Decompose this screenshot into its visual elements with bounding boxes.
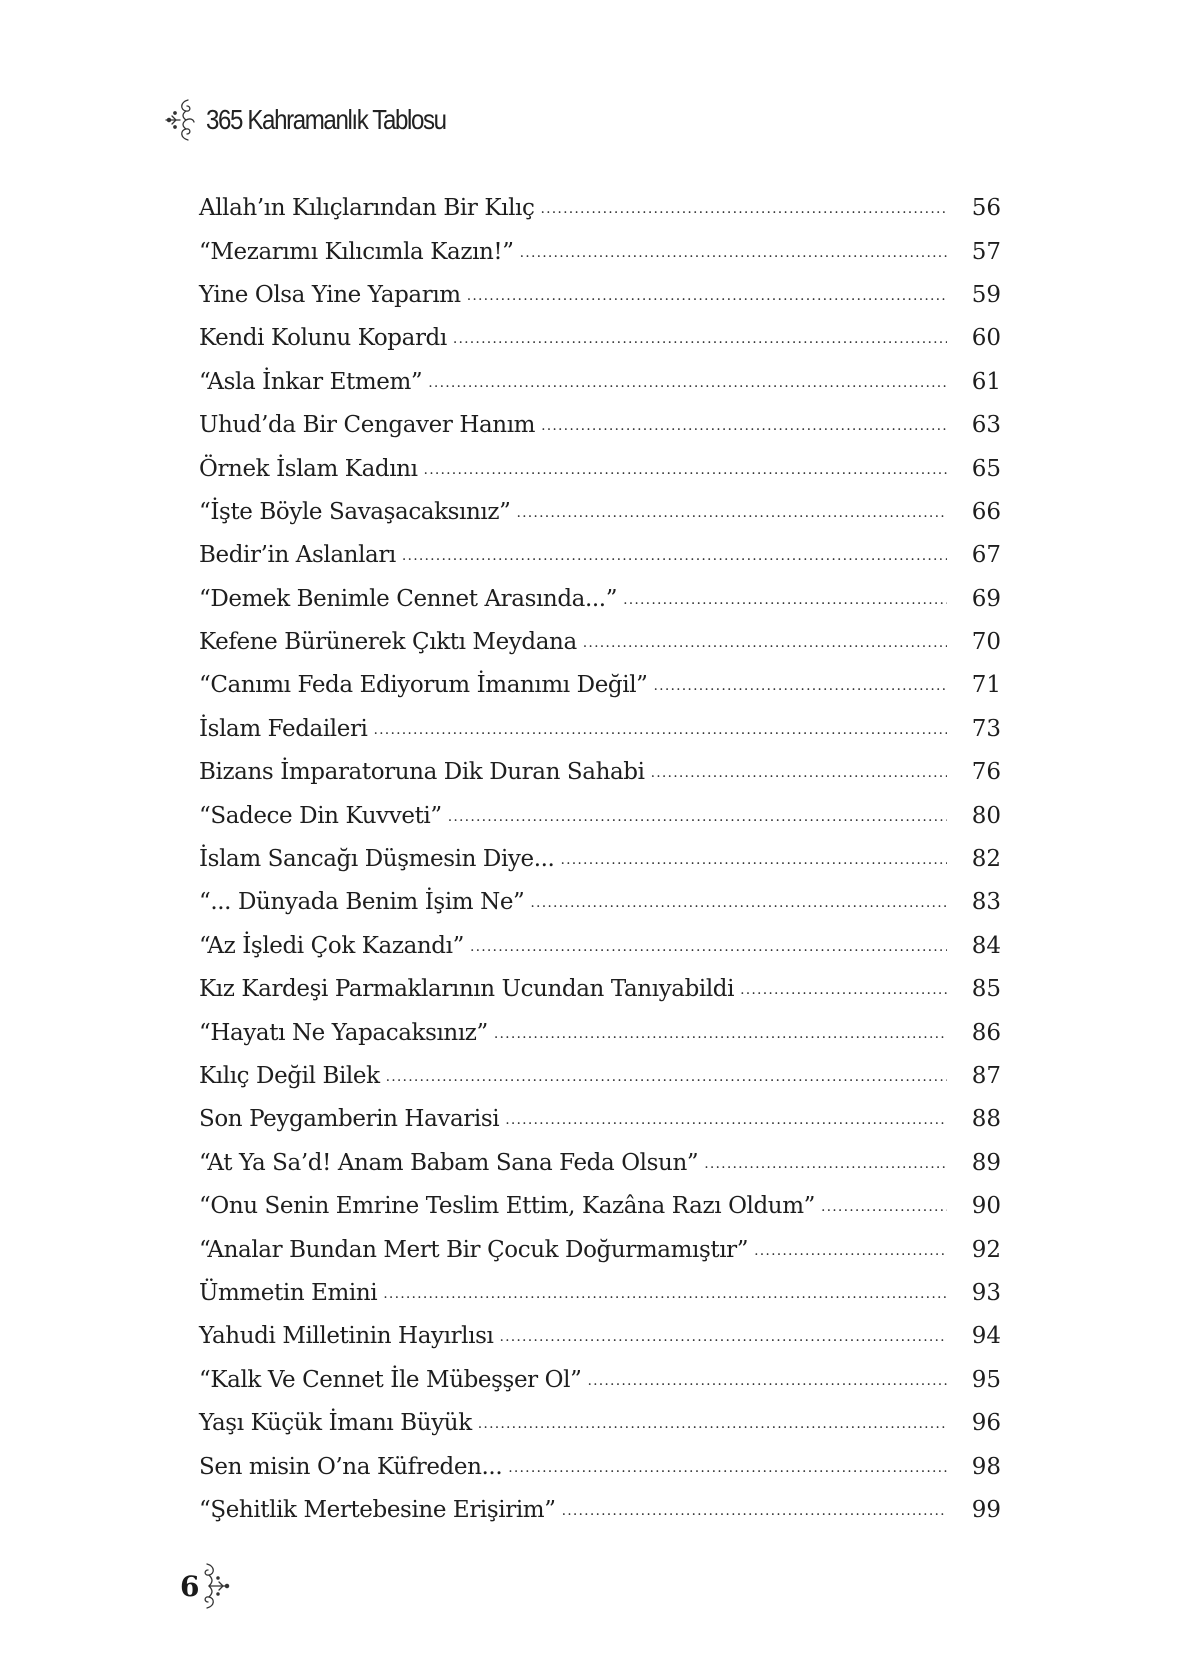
dot-leader <box>402 541 947 571</box>
toc-entry <box>199 969 1001 1012</box>
toc-entry-title: Kendi Kolunu Kopardı <box>199 325 447 352</box>
dot-leader <box>470 932 947 962</box>
toc-entry <box>199 535 1001 578</box>
toc-entry-title: Yine Olsa Yine Yaparım <box>199 281 461 308</box>
toc-entry-title: “Demek Benimle Cennet Arasında...” <box>199 585 618 612</box>
toc-entry-page: 88 <box>971 1106 1001 1133</box>
toc-entry <box>199 839 1001 882</box>
dot-leader <box>516 498 947 528</box>
toc-entry-page: 86 <box>971 1019 1001 1046</box>
dot-leader <box>374 715 948 745</box>
dot-leader <box>651 758 947 788</box>
toc-entry-page: 63 <box>971 412 1001 439</box>
toc-entry-title: İslam Fedaileri <box>199 715 368 742</box>
toc-entry-page: 67 <box>971 542 1001 569</box>
toc-entry-title: “Şehitlik Mertebesine Erişirim” <box>199 1496 556 1523</box>
toc-entry-page: 56 <box>971 195 1001 222</box>
toc-entry-title: Yahudi Milletinin Hayırlısı <box>199 1323 494 1350</box>
toc-entry-page: 85 <box>971 976 1001 1003</box>
toc-entry <box>199 709 1001 752</box>
toc-entry-page: 71 <box>971 672 1001 699</box>
toc-entry-title: Son Peygamberin Havarisi <box>199 1106 500 1133</box>
toc-entry <box>199 405 1001 448</box>
dot-leader <box>499 1322 947 1352</box>
toc-entry-page: 76 <box>971 759 1001 786</box>
toc-entry <box>199 1229 1001 1272</box>
toc-entry <box>199 318 1001 361</box>
toc-entry <box>199 1316 1001 1359</box>
toc-entry <box>199 1056 1001 1099</box>
toc-entry-title: Bedir’in Aslanları <box>199 542 396 569</box>
dot-leader <box>654 671 947 701</box>
toc-entry <box>199 275 1001 318</box>
toc-entry-title: Kız Kardeşi Parmaklarının Ucundan Tanıyabildi <box>199 976 735 1003</box>
toc-entry <box>199 1490 1001 1533</box>
toc-entry-page: 87 <box>971 1063 1001 1089</box>
dot-leader <box>386 1062 947 1092</box>
toc-entry-page: 57 <box>971 238 1001 265</box>
toc-entry-page: 60 <box>971 325 1001 352</box>
toc-entry-page: 84 <box>971 932 1001 959</box>
dot-leader <box>541 411 947 441</box>
toc-entry-page: 99 <box>971 1496 1001 1523</box>
page-folio <box>180 1558 231 1614</box>
toc-entry-title: İslam Sancağı Düşmesin Diye... <box>199 846 555 873</box>
toc-entry-page: 94 <box>971 1323 1001 1350</box>
toc-entry-page: 98 <box>971 1453 1001 1480</box>
toc-entry <box>199 1143 1001 1186</box>
toc-entry <box>199 1446 1001 1489</box>
toc-entry <box>199 795 1001 838</box>
toc-entry-page: 83 <box>971 889 1001 916</box>
toc-entry-title: “Kalk Ve Cennet İle Mübeşşer Ol” <box>199 1366 582 1393</box>
toc-entry-title: Ümmetin Emini <box>199 1279 378 1306</box>
toc-entry-page: 66 <box>971 498 1001 525</box>
dot-leader <box>494 1019 947 1049</box>
dot-leader <box>583 628 947 658</box>
table-of-contents <box>199 188 1001 1533</box>
dot-leader <box>740 975 947 1005</box>
dot-leader <box>383 1279 947 1309</box>
dot-leader <box>821 1192 947 1222</box>
toc-entry-page: 69 <box>971 585 1001 612</box>
dot-leader <box>448 802 947 832</box>
toc-entry-page: 65 <box>971 455 1001 482</box>
dot-leader <box>505 1105 947 1135</box>
toc-entry-page: 73 <box>971 715 1001 742</box>
toc-entry-page: 96 <box>971 1410 1001 1437</box>
toc-entry-page: 61 <box>971 368 1001 395</box>
toc-entry <box>199 1099 1001 1142</box>
toc-entry <box>199 1012 1001 1055</box>
toc-entry <box>199 1403 1001 1446</box>
toc-entry-title: “Az İşledi Çok Kazandı” <box>199 932 464 959</box>
toc-entry <box>199 1273 1001 1316</box>
toc-entry-page: 59 <box>971 281 1001 308</box>
toc-entry-title: “Canımı Feda Ediyorum İmanımı Değil” <box>199 672 648 699</box>
toc-entry <box>199 448 1001 491</box>
toc-entry-page: 82 <box>971 846 1001 873</box>
toc-entry-page: 80 <box>971 802 1001 829</box>
toc-entry-title: “Sadece Din Kuvveti” <box>199 802 442 829</box>
floral-scroll-ornament-icon <box>201 1558 231 1614</box>
toc-entry-title: “Mezarımı Kılıcımla Kazın!” <box>199 238 514 265</box>
toc-entry-title: Sen misin O’na Küfreden... <box>199 1453 503 1480</box>
toc-entry-title: Allah’ın Kılıçlarından Bir Kılıç <box>199 195 535 222</box>
toc-entry-page: 90 <box>971 1193 1001 1220</box>
dot-leader <box>508 1453 947 1483</box>
dot-leader <box>540 194 947 224</box>
toc-entry-page: 70 <box>971 629 1001 656</box>
toc-entry-page: 93 <box>971 1279 1001 1306</box>
toc-entry <box>199 579 1001 622</box>
toc-entry-title: “At Ya Sa’d! Anam Babam Sana Feda Olsun” <box>199 1149 699 1176</box>
toc-entry <box>199 362 1001 405</box>
dot-leader <box>754 1236 947 1266</box>
dot-leader <box>424 455 947 485</box>
toc-entry <box>199 752 1001 795</box>
toc-entry <box>199 492 1001 535</box>
toc-entry <box>199 231 1001 274</box>
book-title: 365 Kahramanlık Tablosu <box>206 104 446 135</box>
toc-entry-title: “... Dünyada Benim İşim Ne” <box>199 889 525 916</box>
dot-leader <box>560 845 947 875</box>
dot-leader <box>428 368 947 398</box>
dot-leader <box>478 1409 947 1439</box>
page-number: 6 <box>180 1569 200 1603</box>
toc-entry-page: 95 <box>971 1366 1001 1393</box>
toc-entry-title: Örnek İslam Kadını <box>199 455 418 482</box>
floral-scroll-ornament-icon <box>162 96 202 144</box>
toc-entry-title: Kefene Bürünerek Çıktı Meydana <box>199 629 577 656</box>
toc-entry <box>199 1360 1001 1403</box>
dot-leader <box>704 1149 947 1179</box>
dot-leader <box>623 585 947 615</box>
toc-entry-title: Uhud’da Bir Cengaver Hanım <box>199 412 536 439</box>
dot-leader <box>562 1496 947 1526</box>
toc-entry-title: Kılıç Değil Bilek <box>199 1063 380 1089</box>
toc-entry <box>199 665 1001 708</box>
toc-entry-title: “İşte Böyle Savaşacaksınız” <box>199 498 511 525</box>
dot-leader <box>467 281 947 311</box>
toc-entry-title: “Asla İnkar Etmem” <box>199 368 423 395</box>
dot-leader <box>530 888 947 918</box>
dot-leader <box>453 324 947 354</box>
toc-entry-title: Yaşı Küçük İmanı Büyük <box>199 1410 472 1437</box>
toc-entry <box>199 926 1001 969</box>
toc-entry <box>199 1186 1001 1229</box>
toc-entry-title: “Onu Senin Emrine Teslim Ettim, Kazâna Razı Oldum” <box>199 1193 815 1220</box>
toc-entry-title: “Analar Bundan Mert Bir Çocuk Doğurmamıştır” <box>199 1236 749 1263</box>
toc-entry-page: 89 <box>971 1149 1001 1176</box>
toc-entry <box>199 188 1001 231</box>
toc-entry <box>199 622 1001 665</box>
toc-entry-title: Bizans İmparatoruna Dik Duran Sahabi <box>199 759 645 786</box>
toc-entry-title: “Hayatı Ne Yapacaksınız” <box>199 1019 488 1046</box>
toc-entry <box>199 882 1001 925</box>
toc-entry-page: 92 <box>971 1236 1001 1263</box>
running-header <box>162 96 485 144</box>
dot-leader <box>587 1366 947 1396</box>
dot-leader <box>520 238 947 268</box>
